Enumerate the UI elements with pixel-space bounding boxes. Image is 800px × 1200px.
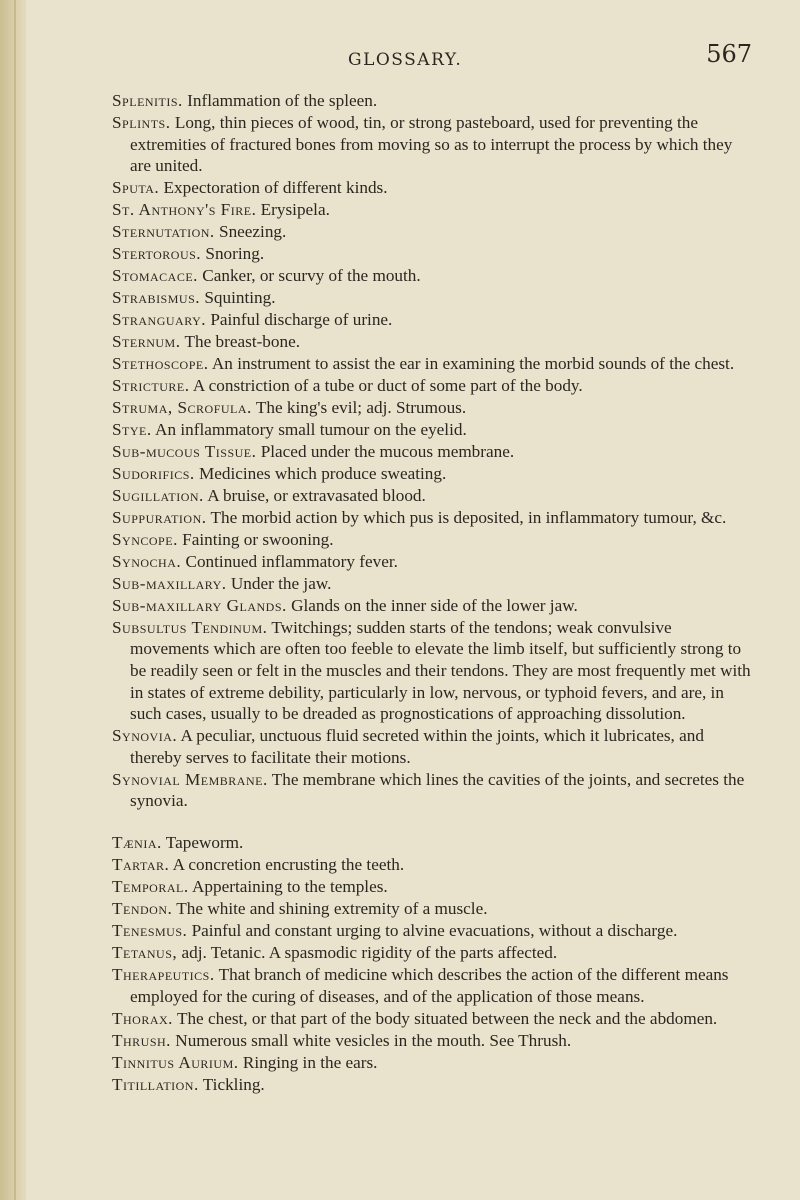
glossary-entry <box>112 485 752 507</box>
entry-term: Suppuration. <box>112 507 207 527</box>
glossary-entry <box>112 441 752 463</box>
glossary-entry <box>112 854 752 876</box>
glossary-entry <box>112 876 752 898</box>
entry-term: Thorax. <box>112 1008 173 1028</box>
entry-definition: Sneezing. <box>219 222 287 242</box>
entry-definition: Appertaining to the temples. <box>192 877 388 897</box>
entry-definition: Under the jaw. <box>230 573 332 593</box>
entry-definition: A peculiar, unctuous fluid secreted within the joints, which it lubricates, and thereby serves to facilitate their motions. <box>130 726 704 767</box>
entry-definition: Placed under the mucous membrane. <box>260 441 515 461</box>
entry-definition: A concretion encrusting the teeth. <box>172 855 405 875</box>
entry-term: Strabismus. <box>112 288 201 308</box>
entry-term: Splenitis. <box>112 91 183 110</box>
entry-definition: Numerous small white vesicles in the mouth. See Thrush. <box>175 1030 572 1050</box>
entry-term: Therapeutics. <box>112 965 215 985</box>
entry-definition: Canker, or scurvy of the mouth. <box>202 266 421 286</box>
entry-term: Sternutation. <box>112 222 215 242</box>
entry-term: Stranguary. <box>112 310 207 330</box>
glossary-entry <box>112 331 752 353</box>
entry-term: Thrush. <box>112 1030 171 1050</box>
entry-term: Synovial Membrane. <box>112 769 268 789</box>
entry-definition: The membrane which lines the cavities of the joints, and secretes the synovia. <box>130 769 745 811</box>
entry-definition: Fainting or swooning. <box>182 529 334 549</box>
glossary-entry <box>112 221 752 243</box>
entry-definition: The white and shining extremity of a muscle. <box>176 899 488 919</box>
entry-definition: Expectoration of different kinds. <box>163 178 388 198</box>
entry-term: Tenesmus. <box>112 921 188 941</box>
glossary-entry <box>112 90 752 112</box>
entry-term: Syncope. <box>112 529 178 549</box>
entry-term: Stomacace. <box>112 266 198 286</box>
entry-definition: Continued inflammatory fever. <box>185 551 398 571</box>
glossary-entry <box>112 617 752 725</box>
glossary-entry <box>112 419 752 441</box>
entry-term: Tartar. <box>112 855 170 875</box>
entry-definition: Squinting. <box>204 288 276 308</box>
glossary-entry <box>112 529 752 551</box>
entry-definition: Twitchings; sudden starts of the tendons; weak convulsive movements which are often too feeble to elevate the limb itself, but sufficiently strong to be readily seen or felt in the muscles and their tendons. They are most frequently met with in states of extreme debility, particularly in low, nervous, or typhoid fevers, and are, in such cases, usually to be dreaded as prognostications of approaching dissolution. <box>130 617 751 724</box>
glossary-entry <box>112 1030 752 1052</box>
glossary-entry <box>112 375 752 397</box>
entry-term: St. Anthony's Fire. <box>112 200 257 220</box>
entry-term: Sugillation. <box>112 485 204 505</box>
entry-term: Titillation. <box>112 1074 199 1094</box>
glossary-entry <box>112 177 752 199</box>
page-number: 567 <box>706 40 752 68</box>
entry-term: Struma, Scrofula. <box>112 398 252 417</box>
entry-term: Synocha. <box>112 551 182 571</box>
page-header <box>112 40 752 82</box>
glossary-entry <box>112 551 752 573</box>
entry-definition: Tickling. <box>202 1074 265 1094</box>
entry-term: Stertorous. <box>112 244 202 264</box>
entry-term: Sudorifics. <box>112 463 195 483</box>
glossary-entry <box>112 595 752 617</box>
entry-term: Tetanus, <box>112 943 178 963</box>
glossary-entry <box>112 199 752 221</box>
glossary-entry <box>112 769 752 812</box>
entry-definition: Ringing in the ears. <box>242 1052 378 1072</box>
entry-definition: A constriction of a tube or duct of some part of the body. <box>192 376 583 396</box>
glossary-entry <box>112 898 752 920</box>
glossary-entry <box>112 1074 752 1096</box>
entry-term: Stethoscope. <box>112 354 209 374</box>
entry-term: Temporal. <box>112 877 189 897</box>
glossary-entry <box>112 112 752 177</box>
binding-edge <box>14 0 16 1200</box>
glossary-entry <box>112 725 752 768</box>
entry-term: Synovia. <box>112 726 178 746</box>
glossary-entry <box>112 287 752 309</box>
glossary-entries <box>112 90 752 1095</box>
glossary-entry <box>112 920 752 942</box>
entry-term: Sub-maxillary. <box>112 573 227 593</box>
glossary-entry <box>112 942 752 964</box>
entry-term: Splints. <box>112 112 171 132</box>
entry-definition: The morbid action by which pus is deposited, in inflammatory tumour, &c. <box>210 507 727 527</box>
glossary-entry <box>112 964 752 1007</box>
glossary-entry <box>112 243 752 265</box>
entry-term: Sputa. <box>112 178 160 198</box>
entry-term: Sub-maxillary Glands. <box>112 595 287 615</box>
entry-definition: Medicines which produce sweating. <box>199 463 447 483</box>
entry-term: Stricture. <box>112 376 190 396</box>
glossary-entry <box>112 507 752 529</box>
entry-term: Tænia. <box>112 833 162 853</box>
entry-definition: The chest, or that part of the body situated between the neck and the abdomen. <box>176 1008 718 1028</box>
entry-definition: An inflammatory small tumour on the eyelid. <box>155 419 467 439</box>
entry-definition: Painful and constant urging to alvine evacuations, without a discharge. <box>191 921 678 941</box>
glossary-entry <box>112 397 752 419</box>
entry-definition: The breast-bone. <box>184 332 301 352</box>
glossary-entry <box>112 353 752 375</box>
entry-definition: A bruise, or extravasated blood. <box>207 485 426 505</box>
glossary-entry <box>112 1052 752 1074</box>
section-break <box>112 812 752 832</box>
binding-gutter <box>0 0 26 1200</box>
glossary-page <box>112 40 752 1096</box>
entry-definition: That branch of medicine which describes the action of the different means employed for the curing of diseases, and of the application of those means. <box>130 965 729 1006</box>
entry-definition: The king's evil; adj. Strumous. <box>255 398 467 417</box>
glossary-entry <box>112 573 752 595</box>
entry-term: Tinnitus Aurium. <box>112 1052 239 1072</box>
glossary-entry <box>112 463 752 485</box>
running-head: GLOSSARY. <box>348 50 463 70</box>
glossary-entry <box>112 1008 752 1030</box>
glossary-entry <box>112 265 752 287</box>
entry-term: Sternum. <box>112 332 181 352</box>
entry-term: Stye. <box>112 419 152 439</box>
entry-term: Subsultus Tendinum. <box>112 617 268 637</box>
glossary-entry <box>112 832 752 854</box>
entry-definition: Inflammation of the spleen. <box>187 91 378 110</box>
entry-definition: adj. Tetanic. A spasmodic rigidity of the parts affected. <box>181 943 558 963</box>
entry-definition: Erysipela. <box>260 200 330 220</box>
entry-definition: An instrument to assist the ear in examining the morbid sounds of the chest. <box>211 354 735 374</box>
entry-term: Sub-mucous Tissue. <box>112 441 257 461</box>
entry-definition: Long, thin pieces of wood, tin, or strong pasteboard, used for preventing the extremities of fractured bones from moving so as to interrupt the process by which they are united. <box>130 112 733 176</box>
entry-definition: Painful discharge of urine. <box>210 310 393 330</box>
glossary-entry <box>112 309 752 331</box>
entry-definition: Snoring. <box>205 244 265 264</box>
entry-definition: Tapeworm. <box>165 833 244 853</box>
entry-definition: Glands on the inner side of the lower jaw. <box>291 595 578 615</box>
entry-term: Tendon. <box>112 899 173 919</box>
